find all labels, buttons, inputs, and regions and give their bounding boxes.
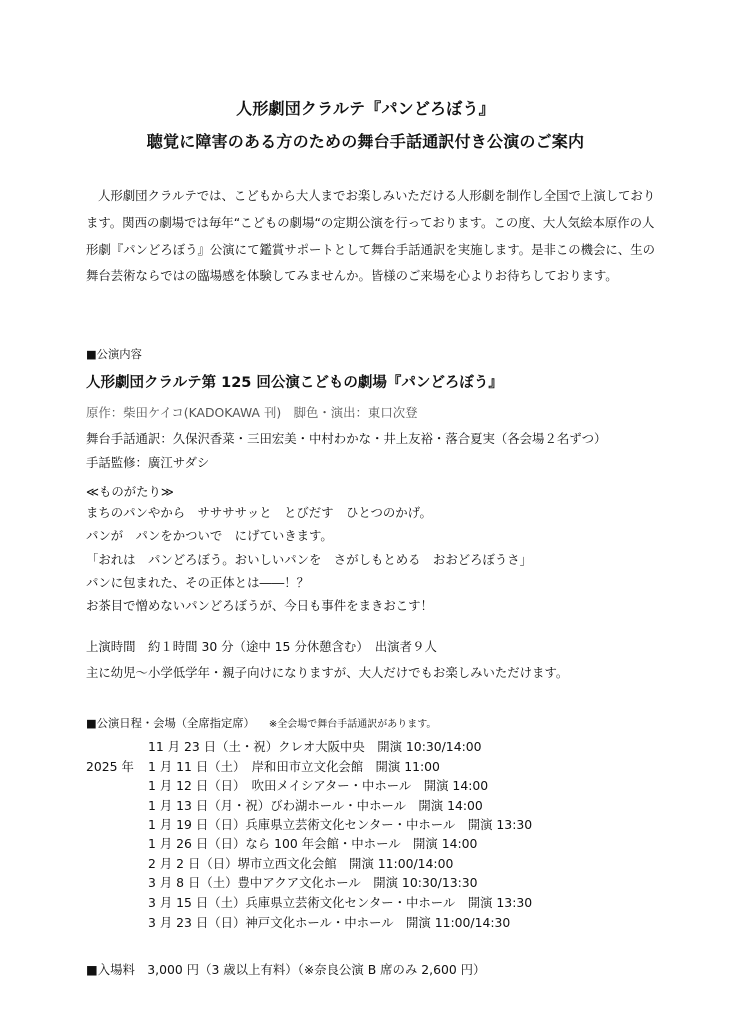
schedule-text: 1 月 19 日（日）兵庫県立芸術文化センター・中ホール 開演 13:30 (148, 817, 533, 832)
schedule-item (86, 893, 532, 911)
intro-paragraph: 人形劇団クラルテでは、こどもから大人までお楽しみいただける人形劇を制作し全国で上演しております。関西の劇場では毎年“こどもの劇場“の定期公演を行っております。この度、大人気絵本原作の人形劇『パンどろぼう』公演にて鑑賞サポートとして舞台手話通訳を実施します。是非この機会に、生の舞台芸術ならではの臨場感を体験してみませんか。皆様のご来場を心よりお待ちしております。 (86, 188, 656, 284)
schedule-text: 3 月 23 日（日）神戸文化ホール・中ホール 開演 11:00/14:30 (148, 915, 511, 930)
document-title: 人形劇団クラルテ『パンどろぼう』 (236, 99, 495, 118)
performance-heading: ■公演内容 (86, 348, 142, 361)
schedule-text: 2 月 2 日（日）堺市立西文化会館 開演 11:00/14:00 (148, 856, 454, 871)
schedule-item (86, 873, 478, 891)
story-line: お茶目で憎めないパンどろぼうが、今日も事件をまきおこす！ (86, 598, 433, 613)
schedule-item (86, 815, 532, 833)
duration: 上演時間 約１時間 30 分（途中 15 分休憩含む） 出演者９人 (86, 639, 437, 654)
story-heading: ≪ものがたり≫ (86, 484, 174, 499)
schedule-item (86, 854, 453, 872)
schedule-item (86, 776, 488, 794)
supervisor: 手話監修：廣江サダシ (86, 455, 210, 470)
schedule-heading (86, 715, 436, 731)
interpreters: 舞台手話通訳：久保沢香菜・三田宏美・中村わかな・井上友裕・落合夏実（各会場２名ずつ） (86, 431, 607, 446)
story-line: まちのパンやから ササササッと とびだす ひとつのかげ。 (86, 505, 432, 520)
schedule-text: 1 月 13 日（月・祝）びわ湖ホール・中ホール 開演 14:00 (148, 798, 483, 813)
schedule-item (86, 737, 482, 755)
schedule-note: ※全会場で舞台手話通訳があります。 (268, 719, 437, 730)
schedule-text: 1 月 11 日（土） 岸和田市立文化会館 開演 11:00 (148, 759, 440, 774)
schedule-year: 2025 年 (86, 759, 134, 774)
schedule-text: 1 月 26 日（日）なら 100 年会館・中ホール 開演 14:00 (148, 836, 478, 851)
audience: 主に幼児～小学低学年・親子向けになりますが、大人だけでもお楽しみいただけます。 (86, 665, 569, 680)
document-subtitle: 聴覚に障害のある方のための舞台手話通訳付き公演のご案内 (146, 132, 585, 151)
schedule-text: 11 月 23 日（土・祝）クレオ大阪中央 開演 10:30/14:00 (148, 739, 482, 754)
schedule-item (86, 834, 477, 852)
schedule-text: 3 月 15 日（土）兵庫県立芸術文化センター・中ホール 開演 13:30 (148, 895, 533, 910)
story-line: 「おれは パンどろぼう。おいしいパンを さがしもとめる おおどろぼうさ」 (86, 552, 533, 567)
schedule-text: 3 月 8 日（土）豊中アクア文化ホール 開演 10:30/13:30 (148, 875, 478, 890)
schedule-item (86, 796, 483, 814)
schedule-item (86, 913, 510, 931)
story-line: パンに包まれた、その正体とは――！？ (86, 575, 310, 590)
schedule-heading-text: ■公演日程・会場（全席指定席） (86, 717, 255, 730)
story-line: パンが パンをかついで にげていきます。 (86, 528, 333, 543)
schedule-text: 1 月 12 日（日） 吹田メイシアター・中ホール 開演 14:00 (148, 778, 489, 793)
schedule-item (86, 757, 440, 775)
credits: 原作：柴田ケイコ(KADOKAWA 刊) 脚色・演出：東口次登 (86, 405, 418, 420)
admission-price: ■入場料 3,000 円（3 歳以上有料）（※奈良公演 B 席のみ 2,600 円） (86, 962, 486, 977)
show-title: 人形劇団クラルテ第 125 回公演こどもの劇場『パンどろぼう』 (86, 375, 503, 391)
